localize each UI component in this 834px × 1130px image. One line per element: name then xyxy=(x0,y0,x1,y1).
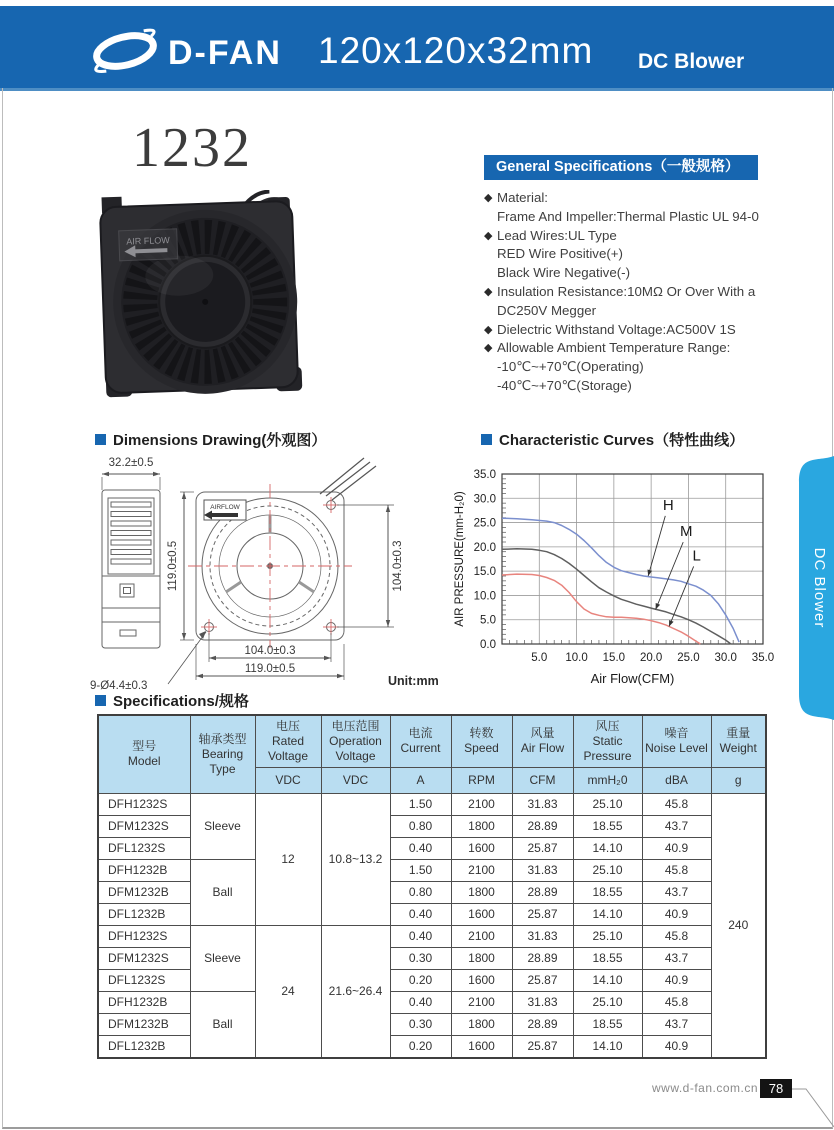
model-cell: DFH1232B xyxy=(98,991,190,1013)
speed-cell: 1600 xyxy=(451,1035,512,1058)
airflow-cell: 31.83 xyxy=(512,793,573,815)
website-url: www.d-fan.com.cn xyxy=(652,1081,759,1095)
pressure-cell: 14.10 xyxy=(573,903,642,925)
speed-cell: 2100 xyxy=(451,991,512,1013)
blue-square-icon xyxy=(95,434,106,445)
lead-wires xyxy=(320,458,376,500)
operation-voltage-cell: 21.6~26.4 xyxy=(321,925,390,1058)
svg-text:L: L xyxy=(692,547,701,565)
unit-noise-level: dBA xyxy=(642,767,711,793)
airflow-cell: 25.87 xyxy=(512,837,573,859)
spec-line xyxy=(484,264,804,283)
spec-line-text: RED Wire Positive(+) xyxy=(497,246,623,262)
speed-cell: 1600 xyxy=(451,969,512,991)
corner-line xyxy=(792,1080,834,1130)
col-header-operation-voltage: 电压范围 Operation Voltage xyxy=(321,715,390,767)
dim-width-label: 119.0±0.5 xyxy=(244,663,296,675)
svg-text:5.0: 5.0 xyxy=(480,614,496,627)
spec-line xyxy=(484,227,804,246)
model-cell: DFM1232B xyxy=(98,1013,190,1035)
svg-text:20.0: 20.0 xyxy=(473,541,496,554)
pressure-cell: 25.10 xyxy=(573,793,642,815)
spec-row xyxy=(98,991,766,1013)
spec-line xyxy=(484,283,804,302)
noise-cell: 45.8 xyxy=(642,793,711,815)
brand-name: D-FAN xyxy=(168,34,282,72)
model-cell: DFH1232S xyxy=(98,793,190,815)
col-header-static-pressure: 风压 Static Pressure xyxy=(573,715,642,767)
model-cell: DFM1232S xyxy=(98,947,190,969)
spec-row xyxy=(98,859,766,881)
pressure-cell: 14.10 xyxy=(573,1035,642,1058)
diamond-bullet: ◆ xyxy=(484,229,493,242)
unit-rated-voltage: VDC xyxy=(255,767,321,793)
dc-blower-side-tab xyxy=(789,452,834,724)
spec-line-text: Lead Wires:UL Type xyxy=(497,227,617,243)
unit-static-pressure: mmH₂0 xyxy=(573,767,642,793)
pressure-cell: 14.10 xyxy=(573,837,642,859)
spec-line xyxy=(484,302,804,321)
noise-cell: 43.7 xyxy=(642,881,711,903)
svg-text:25.0: 25.0 xyxy=(473,517,496,530)
unit-operation-voltage: VDC xyxy=(321,767,390,793)
model-cell: DFL1232B xyxy=(98,903,190,925)
col-header-model: 型号 Model xyxy=(98,715,190,793)
noise-cell: 43.7 xyxy=(642,1013,711,1035)
svg-text:0.0: 0.0 xyxy=(480,639,496,651)
photo-airflow-label: AIR FLOW xyxy=(126,235,170,247)
noise-cell: 40.9 xyxy=(642,837,711,859)
diamond-bullet: ◆ xyxy=(484,285,493,298)
speed-cell: 1800 xyxy=(451,947,512,969)
dim-thickness-label: 32.2±0.5 xyxy=(108,457,154,469)
speed-cell: 1600 xyxy=(451,903,512,925)
rated-voltage-cell: 12 xyxy=(255,793,321,925)
noise-cell: 40.9 xyxy=(642,969,711,991)
spec-line-text: Frame And Impeller:Thermal Plastic UL 94-0 xyxy=(497,208,759,224)
diamond-bullet xyxy=(484,208,497,227)
svg-text:25.0: 25.0 xyxy=(677,652,700,664)
product-type-label: DC Blower xyxy=(638,50,745,73)
spec-line xyxy=(484,377,804,396)
speed-cell: 1800 xyxy=(451,815,512,837)
svg-text:M: M xyxy=(679,523,693,541)
side-tab-label: DC Blower xyxy=(811,547,828,629)
svg-text:30.0: 30.0 xyxy=(714,652,737,664)
noise-cell: 43.7 xyxy=(642,947,711,969)
model-cell: DFL1232S xyxy=(98,837,190,859)
diamond-bullet: ◆ xyxy=(484,342,493,355)
svg-text:15.0: 15.0 xyxy=(473,566,496,579)
general-specs-title: General Specifications（一般规格） xyxy=(484,155,758,180)
speed-cell: 2100 xyxy=(451,925,512,947)
dim-hole-pitch-h-label: 104.0±0.3 xyxy=(244,645,296,657)
current-cell: 0.20 xyxy=(390,1035,451,1058)
page-title-size: 120x120x32mm xyxy=(318,30,594,71)
svg-text:35.0: 35.0 xyxy=(751,652,775,664)
pressure-cell: 14.10 xyxy=(573,969,642,991)
svg-text:5.0: 5.0 xyxy=(531,652,548,664)
spec-line xyxy=(484,208,804,227)
current-cell: 1.50 xyxy=(390,793,451,815)
spec-line-text: DC250V Megger xyxy=(497,302,597,318)
blue-square-icon xyxy=(95,695,106,706)
curves-section-title: Characteristic Curves（特性曲线） xyxy=(481,429,744,450)
col-header-bearing-type: 轴承类型 Bearing Type xyxy=(190,715,255,793)
speed-cell: 2100 xyxy=(451,859,512,881)
general-specs-list xyxy=(484,189,804,396)
spec-line-text: Allowable Ambient Temperature Range: xyxy=(497,340,731,356)
pressure-cell: 25.10 xyxy=(573,925,642,947)
current-cell: 0.40 xyxy=(390,903,451,925)
speed-cell: 1800 xyxy=(451,1013,512,1035)
airflow-cell: 25.87 xyxy=(512,1035,573,1058)
model-number: 1232 xyxy=(132,117,252,179)
bearing-type-cell: Sleeve xyxy=(190,925,255,991)
model-cell: DFM1232S xyxy=(98,815,190,837)
characteristic-curves-chart xyxy=(452,462,777,690)
dimensions-drawing xyxy=(88,452,473,700)
noise-cell: 40.9 xyxy=(642,903,711,925)
airflow-cell: 28.89 xyxy=(512,881,573,903)
airflow-cell: 28.89 xyxy=(512,815,573,837)
spec-line xyxy=(484,339,804,358)
spec-line-text: Black Wire Negative(-) xyxy=(497,265,630,281)
col-header-noise-level: 噪音 Noise Level xyxy=(642,715,711,767)
model-cell: DFL1232S xyxy=(98,969,190,991)
dim-height-label: 119.0±0.5 xyxy=(167,540,179,592)
airflow-cell: 28.89 xyxy=(512,1013,573,1035)
diamond-bullet xyxy=(484,377,497,396)
dim-holes-label: 9-Ø4.4±0.3 xyxy=(90,680,148,692)
current-cell: 0.30 xyxy=(390,1013,451,1035)
model-cell: DFH1232B xyxy=(98,859,190,881)
spec-line xyxy=(484,321,804,340)
pressure-cell: 25.10 xyxy=(573,991,642,1013)
current-cell: 0.20 xyxy=(390,969,451,991)
unit-current: A xyxy=(390,767,451,793)
page-number: 78 xyxy=(760,1079,792,1098)
bearing-type-cell: Sleeve xyxy=(190,793,255,859)
airflow-cell: 31.83 xyxy=(512,859,573,881)
svg-text:35.0: 35.0 xyxy=(473,469,496,481)
weight-cell: 240 xyxy=(711,793,766,1058)
dimensions-section-title: Dimensions Drawing(外观图） xyxy=(95,429,326,450)
svg-text:H: H xyxy=(662,496,674,514)
spec-line-text: Material: xyxy=(497,190,548,205)
svg-text:30.0: 30.0 xyxy=(473,493,496,506)
airflow-label: AIRFLOW xyxy=(210,504,240,511)
pressure-cell: 18.55 xyxy=(573,815,642,837)
spec-line xyxy=(484,245,804,264)
blue-square-icon xyxy=(481,434,492,445)
diamond-bullet: ◆ xyxy=(484,323,493,336)
noise-cell: 45.8 xyxy=(642,991,711,1013)
current-cell: 0.40 xyxy=(390,991,451,1013)
col-header-air-flow: 风量 Air Flow xyxy=(512,715,573,767)
model-cell: DFM1232B xyxy=(98,881,190,903)
speed-cell: 1600 xyxy=(451,837,512,859)
spec-row xyxy=(98,925,766,947)
spec-line-text: -10℃~+70℃(Operating) xyxy=(497,359,644,375)
side-view xyxy=(102,490,160,648)
airflow-cell: 28.89 xyxy=(512,947,573,969)
spec-line xyxy=(484,358,804,377)
col-header-current: 电流 Current xyxy=(390,715,451,767)
bearing-type-cell: Ball xyxy=(190,991,255,1058)
speed-cell: 2100 xyxy=(451,793,512,815)
noise-cell: 43.7 xyxy=(642,815,711,837)
svg-text:10.0: 10.0 xyxy=(565,652,588,664)
svg-text:10.0: 10.0 xyxy=(473,590,496,603)
airflow-cell: 31.83 xyxy=(512,991,573,1013)
operation-voltage-cell: 10.8~13.2 xyxy=(321,793,390,925)
svg-text:AIR PRESSURE(mm-H₂0): AIR PRESSURE(mm-H₂0) xyxy=(454,491,466,627)
airflow-cell: 31.83 xyxy=(512,925,573,947)
spec-line-text: -40℃~+70℃(Storage) xyxy=(497,377,632,393)
page-header xyxy=(0,6,834,91)
airflow-cell: 25.87 xyxy=(512,969,573,991)
noise-cell: 40.9 xyxy=(642,1035,711,1058)
noise-cell: 45.8 xyxy=(642,925,711,947)
pressure-cell: 18.55 xyxy=(573,1013,642,1035)
unit-weight: g xyxy=(711,767,766,793)
noise-cell: 45.8 xyxy=(642,859,711,881)
model-cell: DFH1232S xyxy=(98,925,190,947)
diamond-bullet: ◆ xyxy=(484,192,493,204)
unit-label: Unit:mm xyxy=(388,674,439,688)
unit-air-flow: CFM xyxy=(512,767,573,793)
specifications-table xyxy=(97,714,767,1059)
spec-row xyxy=(98,793,766,815)
col-header-rated-voltage: 电压 Rated Voltage xyxy=(255,715,321,767)
svg-text:15.0: 15.0 xyxy=(602,652,626,664)
current-cell: 0.30 xyxy=(390,947,451,969)
current-cell: 0.40 xyxy=(390,837,451,859)
pressure-cell: 18.55 xyxy=(573,947,642,969)
current-cell: 1.50 xyxy=(390,859,451,881)
specs-section-title: Specifications/规格 xyxy=(95,690,249,711)
diamond-bullet xyxy=(484,245,497,264)
airflow-cell: 25.87 xyxy=(512,903,573,925)
pressure-cell: 18.55 xyxy=(573,881,642,903)
speed-cell: 1800 xyxy=(451,881,512,903)
col-header-speed: 转数 Speed xyxy=(451,715,512,767)
current-cell: 0.80 xyxy=(390,815,451,837)
pressure-cell: 25.10 xyxy=(573,859,642,881)
svg-text:20.0: 20.0 xyxy=(639,652,663,664)
diamond-bullet xyxy=(484,358,497,377)
diamond-bullet xyxy=(484,264,497,283)
unit-speed: RPM xyxy=(451,767,512,793)
col-header-weight: 重量 Weight xyxy=(711,715,766,767)
current-cell: 0.40 xyxy=(390,925,451,947)
svg-text:Air Flow(CFM): Air Flow(CFM) xyxy=(590,671,675,686)
dfan-logo-icon xyxy=(88,28,163,74)
spec-line-text: Dielectric Withstand Voltage:AC500V 1S xyxy=(497,321,736,337)
current-cell: 0.80 xyxy=(390,881,451,903)
spec-line-text: Insulation Resistance:10MΩ Or Over With a xyxy=(497,283,756,299)
rated-voltage-cell: 24 xyxy=(255,925,321,1058)
spec-line xyxy=(484,189,804,208)
bearing-type-cell: Ball xyxy=(190,859,255,925)
product-photo xyxy=(95,190,307,402)
dim-hole-pitch-v-label: 104.0±0.3 xyxy=(392,540,404,592)
model-cell: DFL1232B xyxy=(98,1035,190,1058)
diamond-bullet xyxy=(484,302,497,321)
airflow-marker xyxy=(204,500,246,520)
